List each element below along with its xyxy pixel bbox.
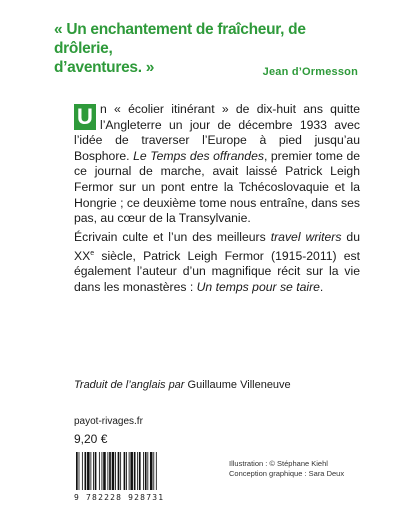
author-text: Écrivain culte et l’un des meilleurs bbox=[74, 230, 271, 244]
publisher-website: payot-rivages.fr bbox=[74, 416, 143, 427]
translator-credit bbox=[74, 379, 291, 391]
intro-line: l’Angleterre un jour de décembre 1933 avec bbox=[100, 117, 360, 132]
intro-book-title: Le Temps des offrandes bbox=[133, 148, 264, 163]
century-superscript: e bbox=[90, 249, 95, 257]
intro-line: Bosphore. bbox=[74, 148, 134, 163]
credit-design: Conception graphique : Sara Deux bbox=[229, 469, 345, 478]
isbn-barcode bbox=[74, 452, 178, 490]
century-numeral: XX bbox=[74, 248, 91, 263]
barcode-bar bbox=[103, 452, 106, 490]
intro-line: Hongrie ; ce deuxième tome nous entraîne, dans bbox=[74, 195, 338, 210]
author-first-name: Jean bbox=[262, 66, 289, 78]
author-text: siècle, Patrick Leigh Fermor (1915-2011) est également l’auteur d’un magnifique récit sur la vie dans les monastères : bbox=[74, 248, 360, 294]
translator-prefix: Traduit de l’anglais par bbox=[74, 379, 188, 391]
barcode-bar bbox=[118, 452, 120, 490]
barcode-bar bbox=[153, 452, 154, 490]
author-text: du bbox=[341, 230, 360, 244]
price-label: 9,20 € bbox=[74, 432, 108, 446]
barcode-bar bbox=[85, 452, 87, 490]
isbn-number: 9 782228 928731 bbox=[74, 493, 165, 502]
barcode-bar bbox=[150, 452, 153, 490]
barcode-bar bbox=[90, 452, 91, 490]
author-text-italic: travel writers bbox=[270, 230, 342, 244]
drop-cap: U bbox=[74, 104, 96, 130]
barcode-bar bbox=[147, 452, 148, 490]
translator-name: Guillaume Villeneuve bbox=[187, 379, 291, 391]
barcode-bar bbox=[145, 452, 147, 490]
barcode-bar bbox=[82, 452, 83, 490]
barcode-bar bbox=[79, 452, 80, 490]
barcode-bar bbox=[124, 452, 126, 490]
barcode-bar bbox=[99, 452, 100, 490]
barcode-bar bbox=[112, 452, 115, 490]
barcode-bar bbox=[143, 452, 144, 490]
barcode-bar bbox=[93, 452, 94, 490]
intro-line: , premier tome bbox=[263, 148, 343, 163]
blurb-quote-author bbox=[263, 66, 358, 78]
barcode-bar bbox=[76, 452, 78, 490]
credits-block bbox=[229, 459, 369, 479]
author-last-name: d’Ormesson bbox=[291, 66, 358, 78]
barcode-bar bbox=[139, 452, 141, 490]
barcode-bar bbox=[137, 452, 138, 490]
author-text: . bbox=[319, 279, 324, 294]
barcode-bar bbox=[87, 452, 90, 490]
barcode-bar bbox=[130, 452, 133, 490]
intro-paragraph bbox=[74, 102, 360, 227]
barcode-bar bbox=[156, 452, 157, 490]
blurb-quote-line-2: d’aventures. » bbox=[54, 59, 155, 76]
barcode-bar bbox=[115, 452, 116, 490]
barcode-bar bbox=[129, 452, 130, 490]
barcode-bar bbox=[107, 452, 108, 490]
barcode-bar bbox=[126, 452, 127, 490]
intro-line: Fermor sur un pont entre la Tchécoslovaquie et la bbox=[74, 179, 360, 194]
intro-line: l’idée de traverser l’Europe à pied jusqu’au bbox=[74, 133, 360, 148]
credit-illustration: Illustration : © Stéphane Kiehl bbox=[229, 459, 328, 468]
monastery-book-title: Un temps pour se taire bbox=[196, 279, 320, 294]
intro-line: ses pas, au cœur de la Transylvanie. bbox=[74, 195, 360, 226]
barcode-bar bbox=[102, 452, 103, 490]
intro-line: n « écolier itinérant » de dix-huit ans quitte bbox=[100, 102, 360, 116]
barcode-bar bbox=[109, 452, 111, 490]
author-paragraph bbox=[74, 230, 360, 295]
intro-line: de ce journal de marche, avait laissé Patrick Leigh bbox=[74, 148, 360, 179]
blurb-quote-line-1: « Un enchantement de fraîcheur, de drôlerie, bbox=[54, 21, 306, 57]
barcode-bar bbox=[134, 452, 136, 490]
barcode-bar bbox=[120, 452, 121, 490]
barcode-bar bbox=[95, 452, 97, 490]
